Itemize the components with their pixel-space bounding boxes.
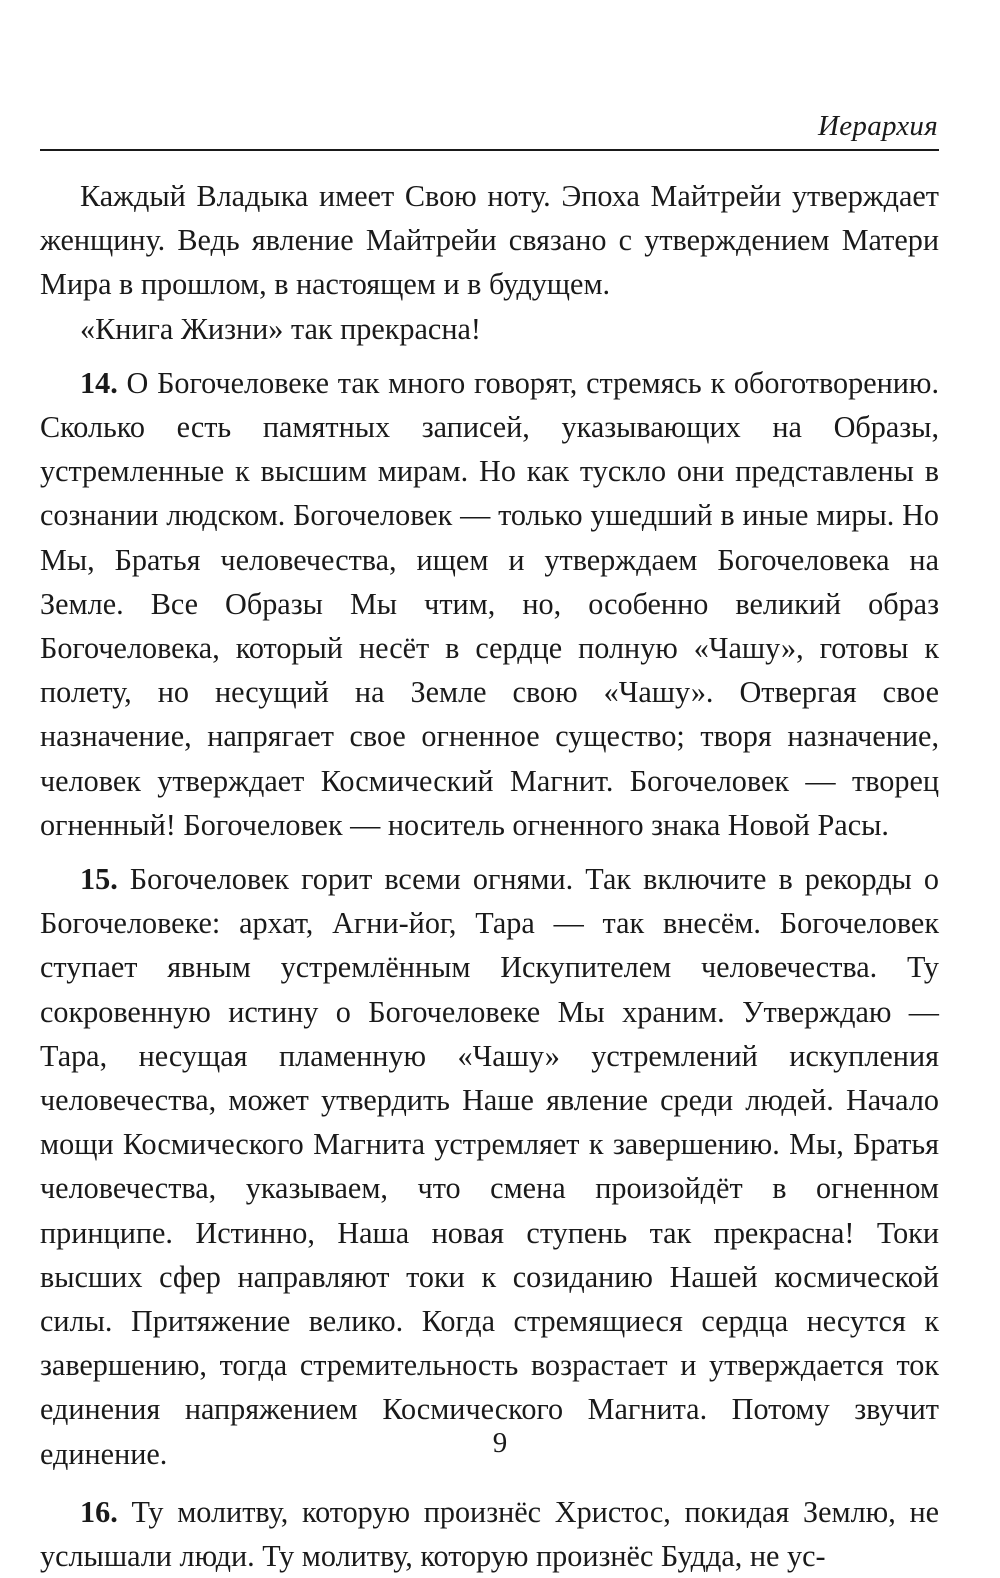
paragraph	[40, 307, 939, 351]
numbered-paragraph-15	[40, 857, 939, 1476]
numbered-paragraph-16	[40, 1490, 939, 1578]
paragraph-number: 14.	[80, 365, 118, 400]
paragraph-number: 15.	[80, 862, 118, 897]
paragraph-text: Богочеловек горит всеми огнями. Так включите в рекорды о Богочеловеке: архат, Агни-йог, Тара — так внесём. Богочеловек ступает явным устремлённым Искупителем человечества. Ту сокровенную истину о Богочеловеке Мы храним. Утверждаю — Тара, несущая пламенную «Чашу» устремлений искупления человечества, может утвердить Наше явление среди людей. Начало мощи Космического Магнита устремляет к завершению. Мы, Братья человечества, указываем, что смена произойдёт в огненном принципе. Истинно, Наша новая ступень так прекрасна! Токи высших сфер направляют токи к созиданию Нашей космической силы. Притяжение велико. Когда стремящиеся сердца несутся к завершению, тогда стремительность возрастает и утверждается ток единения напряжением Космического Магнита. Потому звучит единение.	[40, 862, 939, 1471]
paragraph	[40, 174, 939, 307]
running-title: Иерархия	[818, 110, 938, 142]
paragraph-text: Ту молитву, которую произнёс Христос, покидая Землю, не услышали люди. Ту молитву, которую произнёс Будда, не ус-	[40, 1494, 940, 1574]
paragraph-text: «Книга Жизни» так прекрасна!	[80, 311, 481, 346]
numbered-paragraph-14	[40, 361, 939, 847]
paragraph-text: Каждый Владыка имеет Свою ноту. Эпоха Майтрейи утверждает женщину. Ведь явление Майтрейи связано с утверждением Матери Мира в прошлом, в настоящем и в будущем.	[40, 179, 939, 302]
page-number: 9	[492, 1427, 508, 1459]
paragraph-number: 16.	[80, 1494, 118, 1529]
paragraph-text: О Богочеловеке так много говорят, стремясь к обоготворению. Сколько есть памятных записей, указывающих на Образы, устремленные к высшим мирам. Но как тускло они представлены в сознании людском. Богочеловек — только ушедший в иные миры. Но Мы, Братья человечества, ищем и утверждаем Богочеловека на Земле. Все Образы Мы чтим, но, особенно великий образ Богочеловека, который несёт в сердце полную «Чашу», готовы к полету, но несущий на Земле свою «Чашу». Отвергая свое назначение, напрягает свое огненное существо; творя назначение, человек утверждает Космический Магнит. Богочеловек — творец огненный! Богочеловек — носитель огненного знака Новой Расы.	[40, 365, 940, 842]
header-divider	[40, 149, 939, 151]
page-body	[40, 174, 939, 1578]
